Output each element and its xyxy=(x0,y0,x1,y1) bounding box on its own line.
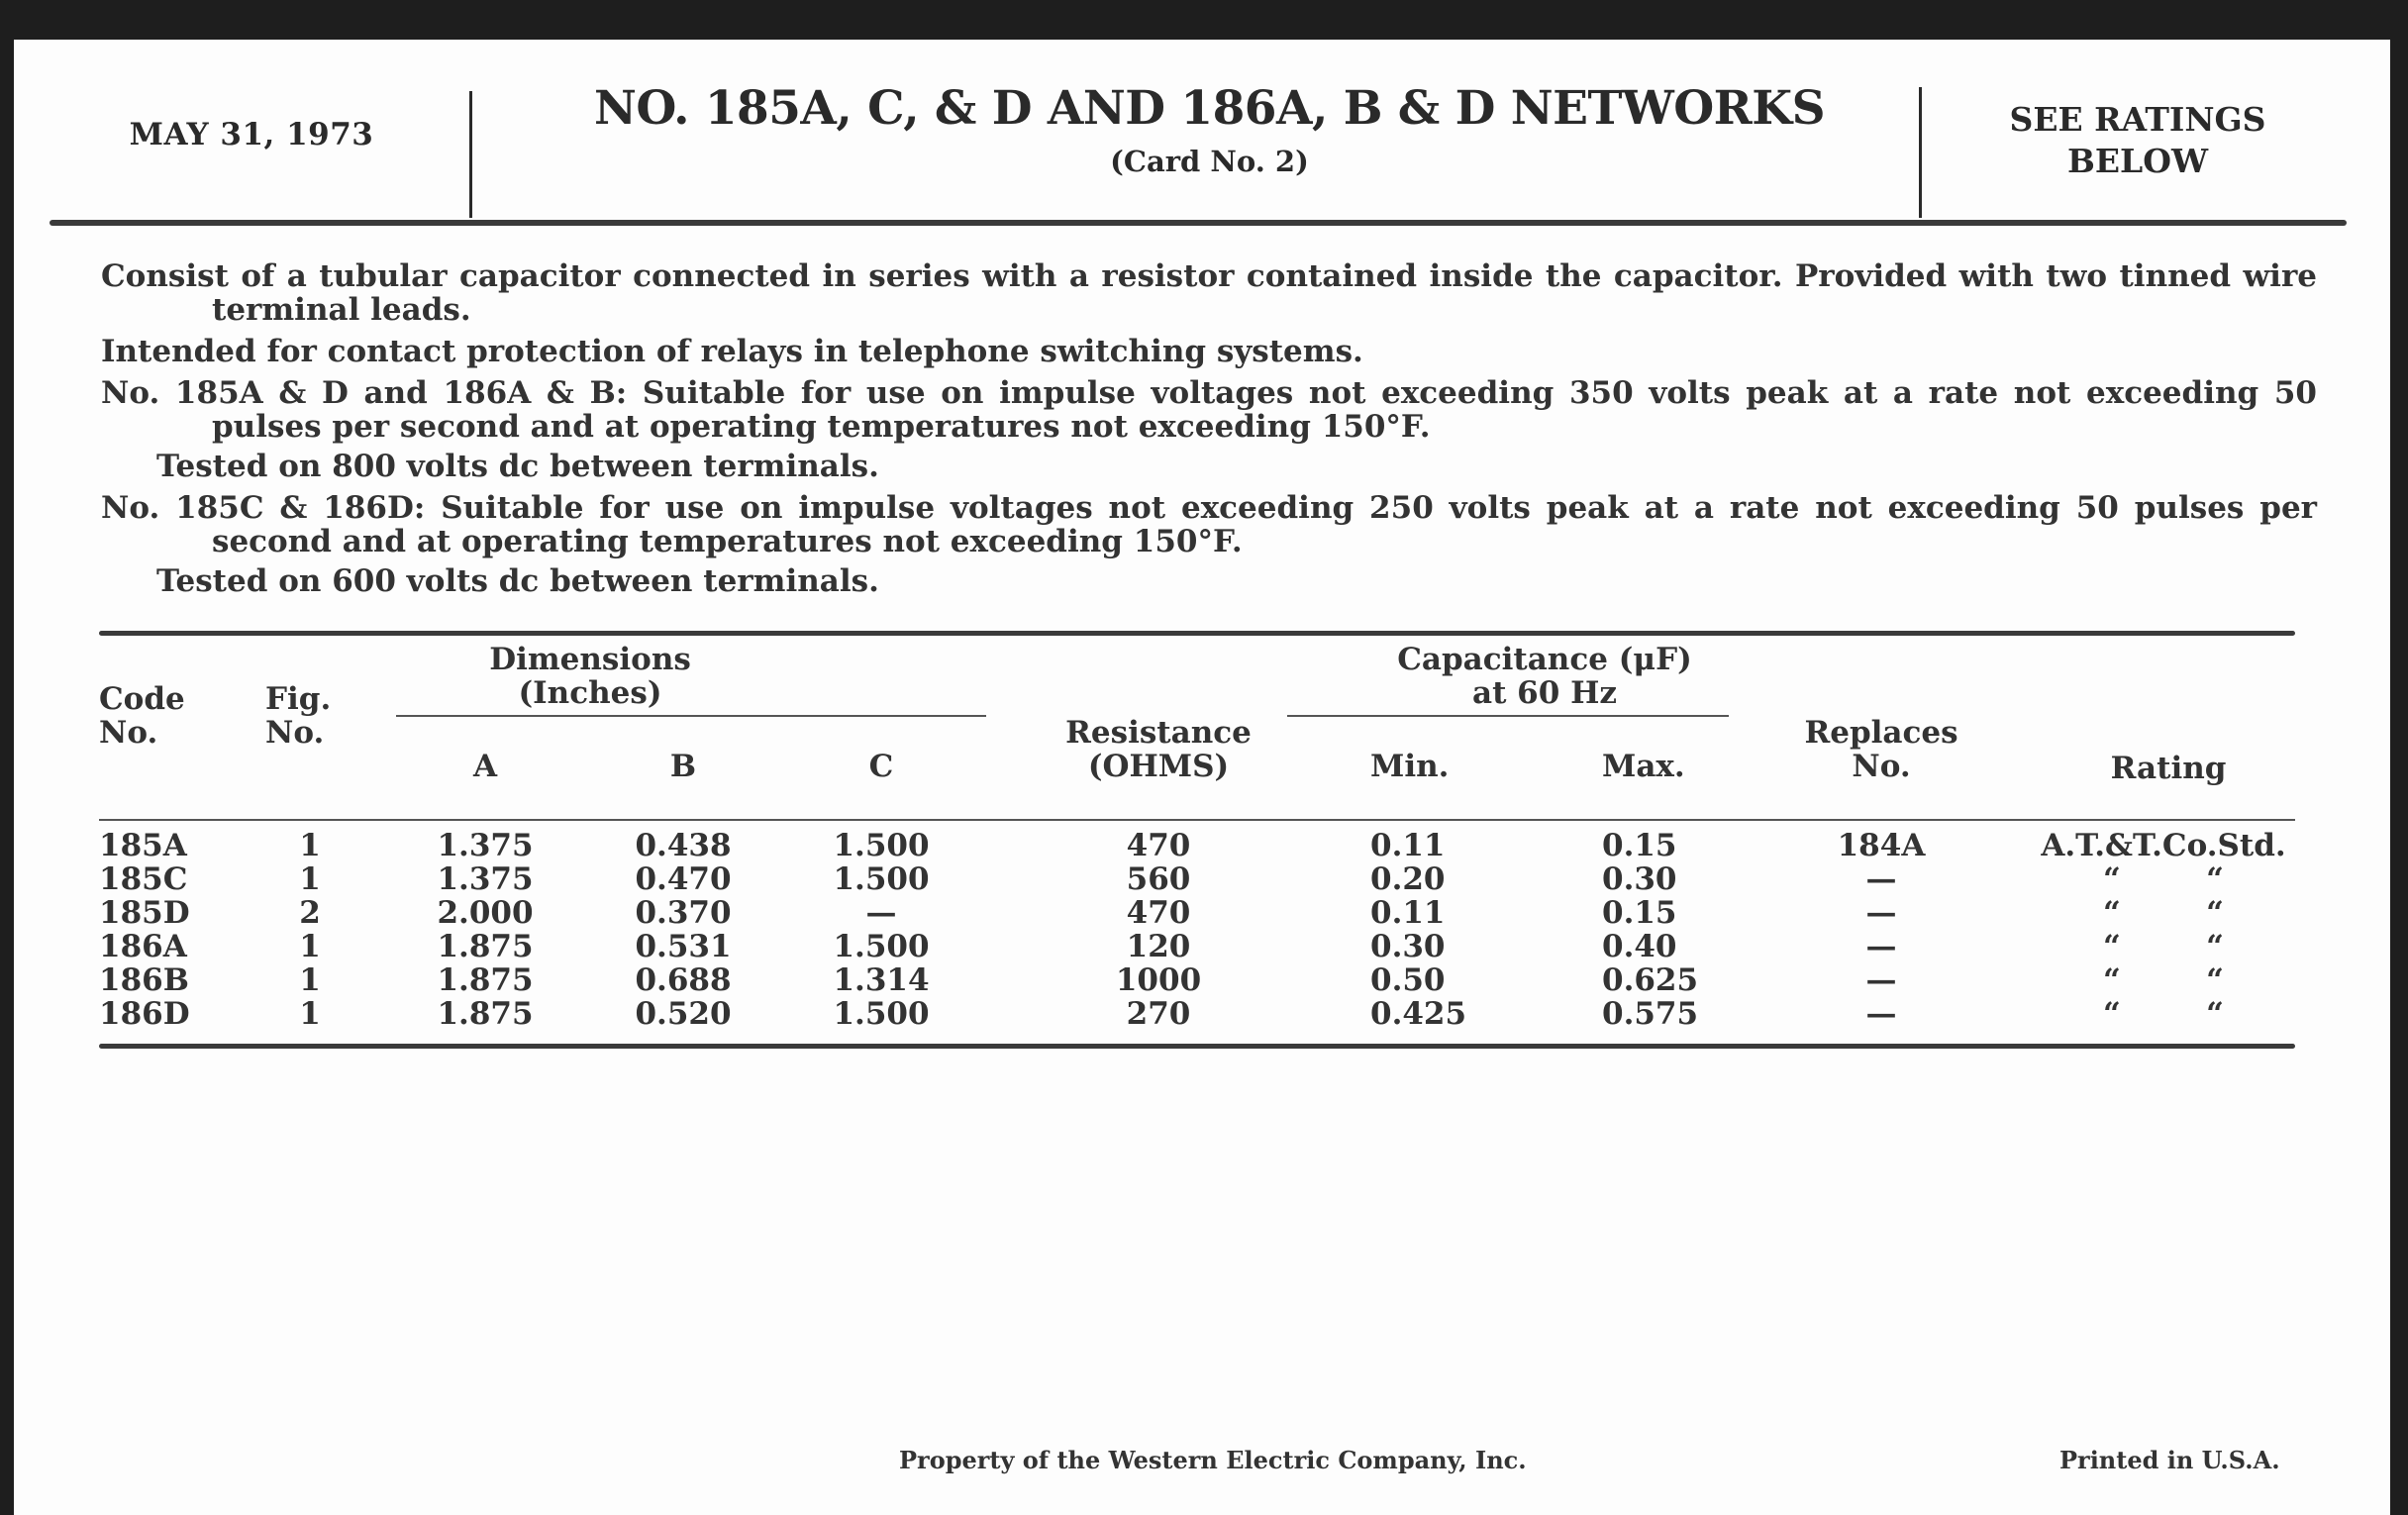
spec-card xyxy=(14,40,2390,1515)
cell-c: 1.500 xyxy=(833,828,930,863)
cell-min: 0.20 xyxy=(1370,861,1446,897)
cell-fig: 1 xyxy=(299,962,321,998)
col-fig-line2: No. xyxy=(265,715,325,751)
dimensions-group-header xyxy=(392,643,788,710)
cell-a: 1.875 xyxy=(437,929,534,964)
table-bottom-rule xyxy=(99,1044,2295,1049)
cell-max: 0.15 xyxy=(1602,895,1677,931)
header-divider-left xyxy=(469,91,472,218)
col-code-line1: Code xyxy=(99,681,185,717)
cell-fig: 1 xyxy=(299,861,321,897)
cell-resistance: 120 xyxy=(1126,929,1191,964)
col-replaces-line2: No. xyxy=(1852,749,1911,784)
cell-rating: “ “ xyxy=(2102,996,2224,1032)
cell-code: 186D xyxy=(99,996,190,1032)
cell-replaces: — xyxy=(1865,996,1897,1032)
cell-resistance: 270 xyxy=(1126,996,1191,1032)
cell-min: 0.425 xyxy=(1370,996,1467,1032)
dimensions-label: Dimensions xyxy=(489,642,691,677)
cell-a: 1.875 xyxy=(437,996,534,1032)
col-dim-a: A xyxy=(472,749,498,784)
description-rating-185a: No. 185A & D and 186A & B: Suitable for use on impulse voltages not exceeding 350 volts peak at a rate not exceeding 50 pulses per second and at operating temperatures not exceeding 150°F. xyxy=(101,375,2317,445)
cell-c: 1.500 xyxy=(833,929,930,964)
footer-printed: Printed in U.S.A. xyxy=(2059,1446,2280,1474)
cell-c: 1.500 xyxy=(833,996,930,1032)
cell-max: 0.30 xyxy=(1602,861,1677,897)
header-divider-right xyxy=(1919,87,1922,218)
rating-note-line2: BELOW xyxy=(2066,142,2209,180)
col-code xyxy=(99,682,218,750)
col-replaces-line1: Replaces xyxy=(1804,715,1958,751)
cell-a: 1.875 xyxy=(437,962,534,998)
cell-a: 1.375 xyxy=(437,861,534,897)
cell-replaces: — xyxy=(1865,895,1897,931)
header-rule xyxy=(50,220,2347,226)
cell-min: 0.50 xyxy=(1370,962,1446,998)
rating-note-line1: SEE RATINGS xyxy=(2009,100,2266,139)
cell-b: 0.520 xyxy=(635,996,732,1032)
col-cap-max: Max. xyxy=(1602,749,1685,784)
cell-a: 2.000 xyxy=(437,895,534,931)
cell-rating: “ “ xyxy=(2102,861,2224,897)
cell-code: 186A xyxy=(99,929,187,964)
cell-max: 0.15 xyxy=(1602,828,1677,863)
col-dim-b: B xyxy=(669,749,697,784)
cell-a: 1.375 xyxy=(437,828,534,863)
cell-min: 0.11 xyxy=(1370,828,1446,863)
dimensions-rule xyxy=(396,715,986,717)
cell-replaces: — xyxy=(1865,929,1897,964)
capacitance-label: Capacitance (μF) xyxy=(1397,642,1692,677)
table-row xyxy=(99,997,2295,1031)
cell-c: 1.314 xyxy=(833,962,930,998)
description-test-800v: Tested on 800 volts dc between terminals. xyxy=(156,449,879,484)
cell-max: 0.625 xyxy=(1602,962,1699,998)
page-title: NO. 185A, C, & D AND 186A, B & D NETWORKS xyxy=(593,81,1826,136)
cell-fig: 1 xyxy=(299,828,321,863)
cell-code: 186B xyxy=(99,962,189,998)
col-resistance-line2: (OHMS) xyxy=(1087,749,1230,784)
cell-fig: 1 xyxy=(299,929,321,964)
description-rating-185c: No. 185C & 186D: Suitable for use on impulse voltages not exceeding 250 volts peak at a rate not exceeding 50 pulses per second and at operating temperatures not exceeding 150°F. xyxy=(101,490,2317,559)
capacitance-group-header xyxy=(1307,643,1782,710)
cell-max: 0.40 xyxy=(1602,929,1677,964)
specifications-table xyxy=(99,631,2307,1047)
description xyxy=(101,259,2317,598)
col-dim-c: C xyxy=(868,749,894,784)
cell-resistance: 1000 xyxy=(1115,962,1202,998)
cell-replaces: — xyxy=(1865,861,1897,897)
cell-rating: “ “ xyxy=(2102,929,2224,964)
rating-note xyxy=(1940,99,2336,182)
cell-min: 0.11 xyxy=(1370,895,1446,931)
dimensions-unit: (Inches) xyxy=(518,675,662,711)
col-cap-min: Min. xyxy=(1370,749,1450,784)
cell-b: 0.438 xyxy=(635,828,732,863)
description-purpose: Intended for contact protection of relays in telephone switching systems. xyxy=(101,334,1363,369)
table-row xyxy=(99,963,2295,997)
issue-date: MAY 31, 1973 xyxy=(129,117,374,152)
col-resistance-line1: Resistance xyxy=(1065,715,1252,751)
cell-replaces: 184A xyxy=(1837,828,1926,863)
col-rating: Rating xyxy=(2110,751,2227,786)
description-test-600v: Tested on 600 volts dc between terminals. xyxy=(156,563,879,599)
col-code-line2: No. xyxy=(99,715,158,751)
description-construction: Consist of a tubular capacitor connected in series with a resistor contained inside the capacitor. Provided with two tinned wire terminal leads. xyxy=(101,258,2317,328)
cell-max: 0.575 xyxy=(1602,996,1699,1032)
col-fig-line1: Fig. xyxy=(265,681,332,717)
cell-code: 185C xyxy=(99,861,188,897)
cell-rating: “ “ xyxy=(2102,962,2224,998)
cell-resistance: 470 xyxy=(1126,828,1191,863)
capacitance-condition: at 60 Hz xyxy=(1471,675,1618,711)
card-number: (Card No. 2) xyxy=(1110,145,1309,178)
cell-b: 0.370 xyxy=(635,895,732,931)
capacitance-rule xyxy=(1287,715,1729,717)
cell-code: 185A xyxy=(99,828,187,863)
table-row xyxy=(99,930,2295,963)
cell-b: 0.688 xyxy=(635,962,732,998)
table-top-rule xyxy=(99,631,2295,636)
cell-fig: 1 xyxy=(299,996,321,1032)
col-fig xyxy=(265,682,364,750)
table-header-rule xyxy=(99,819,2295,821)
cell-rating: A.T.&T.Co.Std. xyxy=(2041,828,2286,863)
table-row xyxy=(99,896,2295,930)
cell-resistance: 470 xyxy=(1126,895,1191,931)
cell-fig: 2 xyxy=(299,895,321,931)
col-resistance xyxy=(1040,716,1277,783)
cell-resistance: 560 xyxy=(1126,861,1191,897)
cell-c: — xyxy=(865,895,897,931)
cell-c: 1.500 xyxy=(833,861,930,897)
cell-b: 0.531 xyxy=(635,929,732,964)
cell-rating: “ “ xyxy=(2102,895,2224,931)
cell-b: 0.470 xyxy=(635,861,732,897)
cell-min: 0.30 xyxy=(1370,929,1446,964)
cell-code: 185D xyxy=(99,895,190,931)
cell-replaces: — xyxy=(1865,962,1897,998)
table-row xyxy=(99,829,2295,862)
table-row xyxy=(99,862,2295,896)
col-replaces xyxy=(1782,716,1980,783)
footer-property: Property of the Western Electric Company, Inc. xyxy=(899,1446,1527,1474)
